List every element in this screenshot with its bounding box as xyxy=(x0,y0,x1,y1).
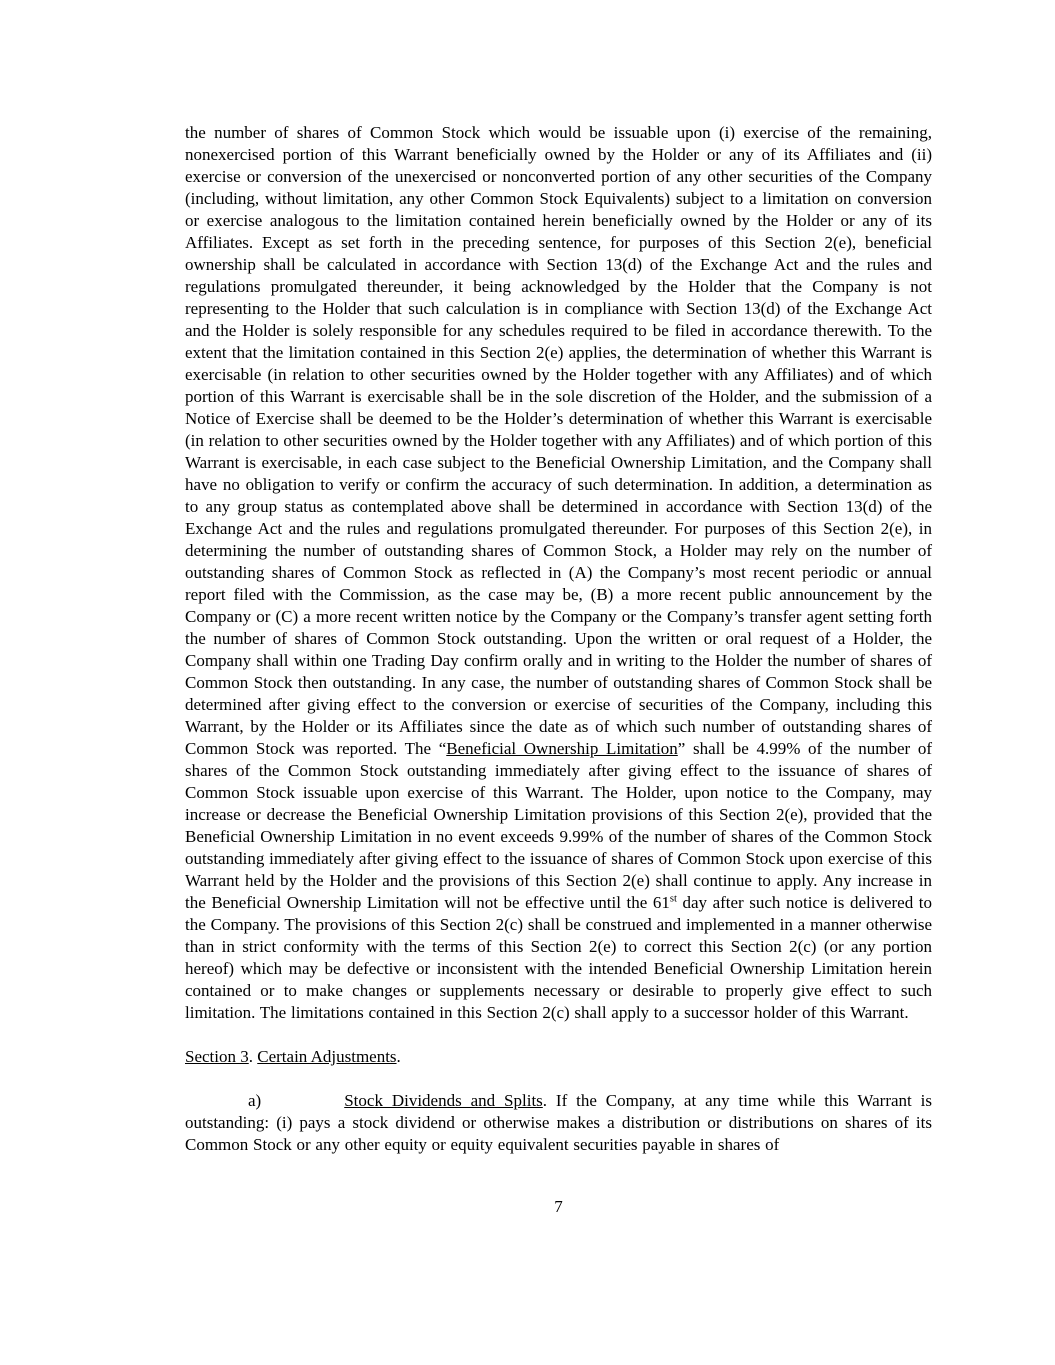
superscript-run: st xyxy=(669,893,677,905)
body-paragraph-beneficial-ownership xyxy=(185,122,932,1024)
underlined-text-run: Certain Adjustments xyxy=(257,1047,397,1066)
text-run: . xyxy=(396,1047,401,1066)
text-run: . xyxy=(248,1047,258,1066)
underlined-text-run: Beneficial Ownership Limitation xyxy=(446,739,678,758)
underlined-text-run: Section 3 xyxy=(185,1047,249,1066)
page-number: 7 xyxy=(554,1197,563,1216)
section-3-heading xyxy=(185,1046,932,1068)
tab-spacer xyxy=(261,1105,344,1106)
text-run: a) xyxy=(248,1091,262,1110)
text-run: . If the Company, at any time while this Warrant is outstanding: (i) pays a stock dividend or otherwise makes a distribution or distributions on shares of its Common Stock or any other equity or equity equivalent securities payable in shares of xyxy=(185,1091,932,1154)
text-run: the number of shares of Common Stock which would be issuable upon (i) exercise of the remaining, nonexercised portion of this Warrant beneficially owned by the Holder or any of its Affiliates and (ii) exercise or conversion of the unexercised or nonconverted portion of any other securities of the Company (including, without limitation, any other Common Stock Equivalents) subject to a limitation on conversion or exercise analogous to the limitation contained herein beneficially owned by the Holder or any of its Affiliates. Except as set forth in the preceding sentence, for purposes of this Section 2(e), beneficial ownership shall be calculated in accordance with Section 13(d) of the Exchange Act and the rules and regulations promulgated thereunder, it being acknowledged by the Holder that the Company is not representing to the Holder that such calculation is in compliance with Section 13(d) of the Exchange Act and the Holder is solely responsible for any schedules required to be filed in accordance therewith. To the extent that the limitation contained in this Section 2(e) applies, the determination of whether this Warrant is exercisable (in relation to other securities owned by the Holder together with any Affiliates) and of which portion of this Warrant is exercisable shall be in the sole discretion of the Holder, and the submission of a Notice of Exercise shall be deemed to be the Holder’s determination of whether this Warrant is exercisable (in relation to other securities owned by the Holder together with any Affiliates) and of which portion of this Warrant is exercisable, in each case subject to the Beneficial Ownership Limitation, and the Company shall have no obligation to verify or confirm the accuracy of such determination. In addition, a determination as to any group status as contemplated above shall be determined in accordance with Section 13(d) of the Exchange Act and the rules and regulations promulgated thereunder. For purposes of this Section 2(e), in determining the number of outstanding shares of Common Stock, a Holder may rely on the number of outstanding shares of Common Stock as reflected in (A) the Company’s most recent periodic or annual report filed with the Commission, as the case may be, (B) a more recent public announcement by the Company or (C) a more recent written notice by the Company or the Company’s transfer agent setting forth the number of shares of Common Stock outstanding. Upon the written or oral request of a Holder, the Company shall within one Trading Day confirm orally and in writing to the Holder the number of shares of Common Stock then outstanding. In any case, the number of outstanding shares of Common Stock shall be determined after giving effect to the conversion or exercise of securities of the Company, including this Warrant, by the Holder or its Affiliates since the date as of which such number of outstanding shares of Common Stock was reported. The “ xyxy=(185,123,932,758)
underlined-text-run: Stock Dividends and Splits xyxy=(344,1091,543,1110)
tab-spacer xyxy=(185,1105,248,1106)
text-run: day after such notice is delivered to the Company. The provisions of this Section 2(c) shall be construed and implemented in a manner otherwise than in strict conformity with the terms of this Section 2(e) to correct this Section 2(c) (or any portion hereof) which may be defective or inconsistent with the intended Beneficial Ownership Limitation herein contained or to make changes or supplements necessary or desirable to properly give effect to such limitation. The limitations contained in this Section 2(c) shall apply to a successor holder of this Warrant. xyxy=(185,893,932,1022)
text-run: ” shall be 4.99% of the number of shares of the Common Stock outstanding immediately after giving effect to the issuance of shares of Common Stock issuable upon exercise of this Warrant. The Holder, upon notice to the Company, may increase or decrease the Beneficial Ownership Limitation provisions of this Section 2(e), provided that the Beneficial Ownership Limitation in no event exceeds 9.99% of the number of shares of the Common Stock outstanding immediately after giving effect to the issuance of shares of Common Stock upon exercise of this Warrant held by the Holder and the provisions of this Section 2(e) shall continue to apply. Any increase in the Beneficial Ownership Limitation will not be effective until the 61 xyxy=(185,739,932,912)
paragraph-a-stock-dividends xyxy=(185,1090,932,1156)
